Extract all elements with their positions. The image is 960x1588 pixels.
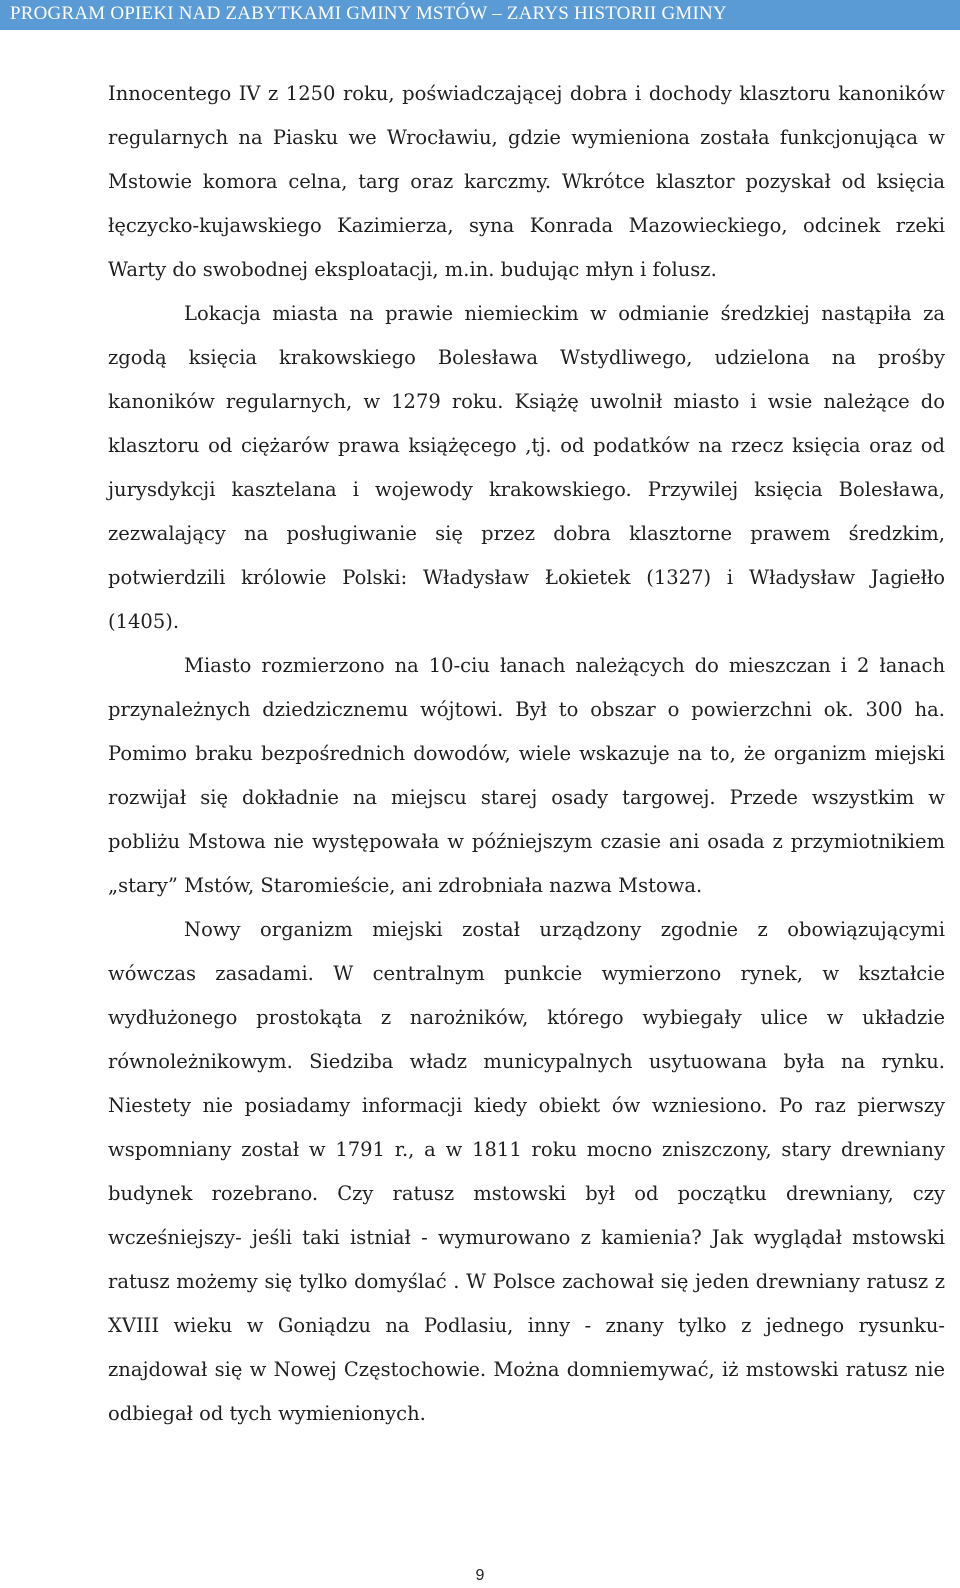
header-title: PROGRAM OPIEKI NAD ZABYTKAMI GMINY MSTÓW – ZARYS HISTORII GMINY	[10, 3, 727, 24]
paragraph-town-layout: Miasto rozmierzono na 10-ciu łanach należących do mieszczan i 2 łanach przynależnych dziedzicznemu wójtowi. Był to obszar o powierzchni ok. 300 ha. Pomimo braku bezpośrednich dowodów, wiele wskazuje na to, że organizm miejski rozwijał się dokładnie na miejscu starej osady targowej. Przede wszystkim w pobliżu Mstowa nie występowała w późniejszym czasie ani osada z przymiotnikiem „stary” Mstów, Staromieście, ani zdrobniała nazwa Mstowa.	[108, 654, 945, 897]
document-body	[108, 72, 945, 1436]
page-header	[0, 0, 960, 30]
paragraph-town-charter: Lokacja miasta na prawie niemieckim w odmianie średzkiej nastąpiła za zgodą księcia krakowskiego Bolesława Wstydliwego, udzielona na prośby kanoników regularnych, w 1279 roku. Książę uwolnił miasto i wsie należące do klasztoru od ciężarów prawa książęcego ,tj. od podatków na rzecz księcia oraz od jurysdykcji kasztelana i wojewody krakowskiego. Przywilej księcia Bolesława, zezwalający na posługiwanie się przez dobra klasztorne prawem średzkim, potwierdzili królowie Polski: Władysław Łokietek (1327) i Władysław Jagiełło (1405).	[108, 302, 945, 633]
page-number: 9	[475, 1567, 485, 1584]
paragraph-innocent-iv: Innocentego IV z 1250 roku, poświadczającej dobra i dochody klasztoru kanoników regularnych na Piasku we Wrocławiu, gdzie wymieniona została funkcjonująca w Mstowie komora celna, targ oraz karczmy. Wkrótce klasztor pozyskał od księcia łęczycko-kujawskiego Kazimierza, syna Konrada Mazowieckiego, odcinek rzeki Warty do swobodnej eksploatacji, m.in. budując młyn i folusz.	[108, 82, 945, 281]
paragraph-market-townhall: Nowy organizm miejski został urządzony zgodnie z obowiązującymi wówczas zasadami. W centralnym punkcie wymierzono rynek, w kształcie wydłużonego prostokąta z narożników, którego wybiegały ulice w układzie równoleżnikowym. Siedziba władz municypalnych usytuowana była na rynku. Niestety nie posiadamy informacji kiedy obiekt ów wzniesiono. Po raz pierwszy wspomniany został w 1791 r., a w 1811 roku mocno zniszczony, stary drewniany budynek rozebrano. Czy ratusz mstowski był od początku drewniany, czy wcześniejszy- jeśli taki istniał - wymurowano z kamienia? Jak wyglądał mstowski ratusz możemy się tylko domyślać . W Polsce zachował się jeden drewniany ratusz z XVIII wieku w Goniądzu na Podlasiu, inny - znany tylko z jednego rysunku- znajdował się w Nowej Częstochowie. Można domniemywać, iż mstowski ratusz nie odbiegał od tych wymienionych.	[108, 918, 945, 1425]
